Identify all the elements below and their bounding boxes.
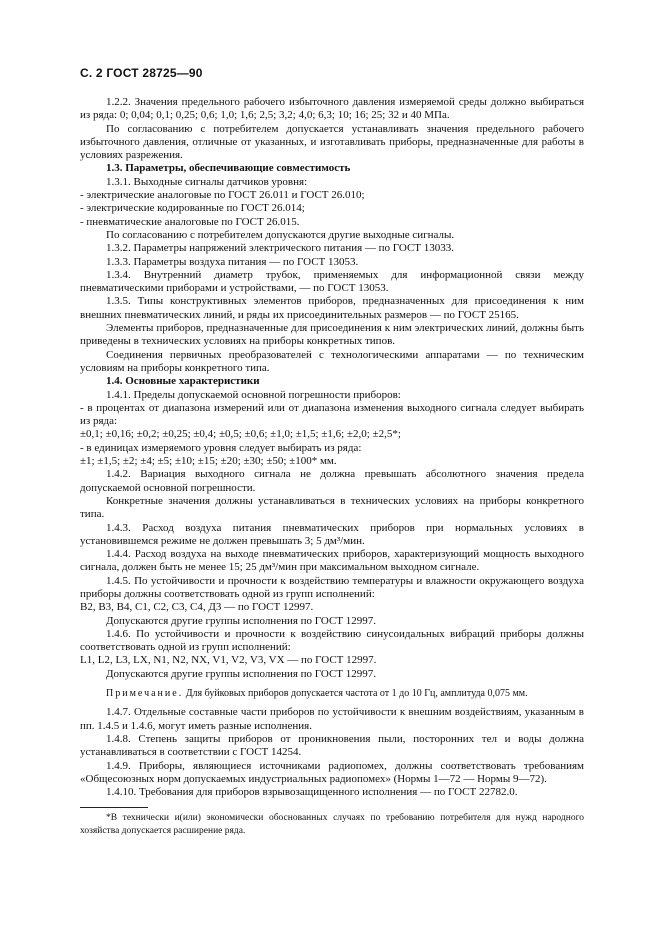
paragraph: По согласованию с потребителем допускается устанавливать значения предельного рабочего избыточного давления, отличные от указанных, и изготавливать приборы, предназначенные для работы в условиях разрежения.: [80, 122, 584, 162]
paragraph: 1.4.7. Отдельные составные части приборов по устойчивости к внешним воздействиям, указанным в пп. 1.4.5 и 1.4.6, могут иметь разные исполнения.: [80, 706, 584, 732]
paragraph: Соединения первичных преобразователей с технологическими аппаратами — по техническим условиям на приборы конкретного типа.: [80, 348, 584, 374]
footnote: [80, 812, 584, 837]
section-heading: 1.3. Параметры, обеспечивающие совместимость: [106, 162, 351, 175]
document-body: [80, 96, 584, 799]
list-item: - в процентах от диапазона измерений или от диапазона изменения выходного сигнала следует выбирать из ряда:: [80, 401, 584, 428]
note: [80, 687, 584, 700]
list-item: - в единицах измеряемого уровня следует выбирать из ряда:: [80, 441, 362, 454]
paragraph: 1.3.5. Типы конструктивных элементов приборов, предназначенных для присоединения к ним внешних пневматических линий, и ряды их присоединительных размеров — по ГОСТ 25165.: [80, 295, 584, 321]
value-series: В2, В3, В4, С1, С2, С3, С4, Д3 — по ГОСТ 12997.: [80, 601, 314, 614]
footnote-divider: [80, 807, 148, 808]
note-label: Примечание.: [106, 688, 184, 700]
paragraph: 1.4.1. Пределы допускаемой основной погрешности приборов:: [106, 388, 401, 401]
value-series: L1, L2, L3, LX, N1, N2, NX, V1, V2, V3, VX — по ГОСТ 12997.: [80, 654, 377, 667]
paragraph: По согласованию с потребителем допускаются другие выходные сигналы.: [106, 228, 455, 241]
paragraph: Конкретные значения должны устанавливаться в технических условиях на приборы конкретного типа.: [80, 494, 584, 521]
paragraph: 1.3.3. Параметры воздуха питания — по ГОСТ 13053.: [106, 255, 359, 268]
paragraph: 1.4.6. По устойчивости и прочности к воздействию синусоидальных вибраций приборы должны соответствовать одной из групп исполнений:: [80, 627, 584, 654]
paragraph: 1.4.8. Степень защиты приборов от проникновения пыли, посторонних тел и воды должна устанавливаться в соответствии с ГОСТ 14254.: [80, 732, 584, 759]
section-heading: 1.4. Основные характеристики: [106, 375, 260, 388]
paragraph: Элементы приборов, предназначенные для присоединения к ним электрических линий, должны быть приведены в технических условиях на приборы конкретных типов.: [80, 322, 584, 348]
value-series: ±0,1; ±0,16; ±0,2; ±0,25; ±0,4; ±0,5; ±0,6; ±1,0; ±1,5; ±1,6; ±2,0; ±2,5*;: [80, 428, 401, 441]
paragraph: 1.4.4. Расход воздуха на выходе пневматических приборов, характеризующий мощность выходного сигнала, должен быть не менее 15; 25 дм³/мин при максимальном выходном сигнале.: [80, 548, 584, 574]
list-item: - электрические кодированные по ГОСТ 26.014;: [80, 202, 305, 215]
list-item: - пневматические аналоговые по ГОСТ 26.015.: [80, 215, 300, 228]
paragraph: 1.2.2. Значения предельного рабочего избыточного давления измеряемой среды должно выбираться из ряда: 0; 0,04; 0,1; 0,25; 0,6; 1,0; 1,6; 2,5; 3,2; 4,0; 6,3; 10; 16; 25; 32 и 40 МПа.: [80, 96, 584, 122]
footnote-text: *В технически и(или) экономически обоснованных случаях по требованию потребителя для нужд народного хозяйства допускается расширение ряда.: [80, 813, 584, 836]
paragraph: Допускаются другие группы исполнения по ГОСТ 12997.: [106, 667, 377, 680]
paragraph: 1.4.2. Вариация выходного сигнала не должна превышать абсолютного значения предела допускаемой основной погрешности.: [80, 468, 584, 494]
paragraph: 1.3.4. Внутренний диаметр трубок, применяемых для информационной связи между пневматическими приборами и устройствами, — по ГОСТ 13053.: [80, 268, 584, 295]
paragraph: 1.4.9. Приборы, являющиеся источниками радиопомех, должны соответствовать требованиям «Общесоюзных норм допускаемых индустриальных радиопомех» (Нормы 1—72 — Нормы 9—72).: [80, 759, 584, 785]
paragraph: 1.4.5. По устойчивости и прочности к воздействию температуры и влажности окружающего воздуха приборы должны соответствовать одной из групп исполнений:: [80, 574, 584, 600]
note-text: Для буйковых приборов допускается частота от 1 до 10 Гц, амплитуда 0,075 мм.: [185, 688, 528, 700]
list-item: - электрические аналоговые по ГОСТ 26.011 и ГОСТ 26.010;: [80, 189, 365, 202]
paragraph: 1.4.10. Требования для приборов взрывозащищенного исполнения — по ГОСТ 22782.0.: [106, 786, 518, 799]
value-series: ±1; ±1,5; ±2; ±4; ±5; ±10; ±15; ±20; ±30; ±50; ±100* мм.: [80, 455, 337, 468]
paragraph: 1.3.1. Выходные сигналы датчиков уровня:: [106, 175, 308, 188]
paragraph: 1.4.3. Расход воздуха питания пневматических приборов при нормальных условиях в установившемся режиме не должен превышать 3; 5 дм³/мин.: [80, 521, 584, 547]
paragraph: 1.3.2. Параметры напряжений электрического питания — по ГОСТ 13033.: [106, 242, 455, 255]
page-header: С. 2 ГОСТ 28725—90: [80, 66, 203, 80]
paragraph: Допускаются другие группы исполнения по ГОСТ 12997.: [106, 614, 377, 627]
